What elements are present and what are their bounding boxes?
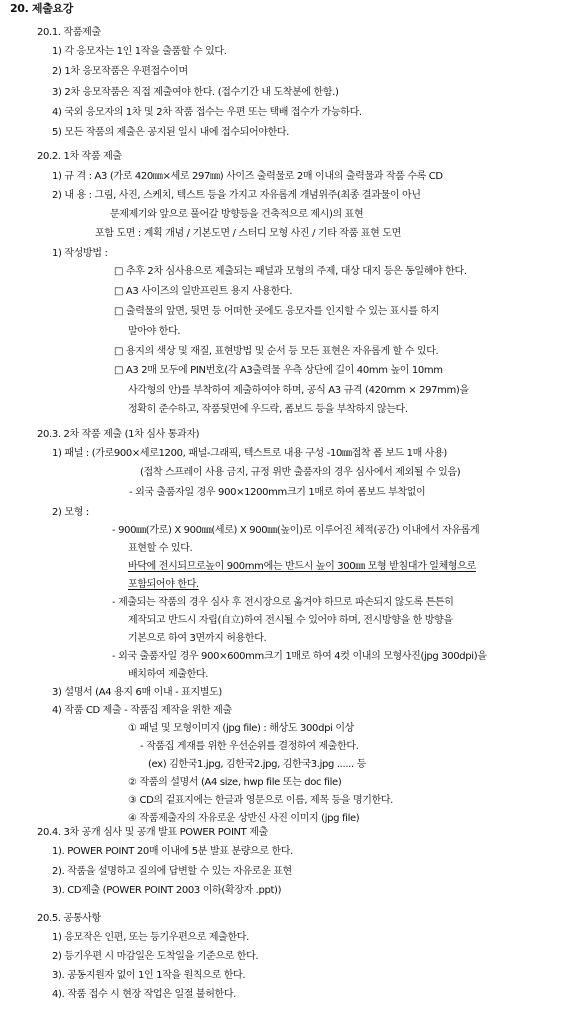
panel-line: (접착 스프레이 사용 금지, 규정 위반 출품자의 경우 심사에서 제외될 수 있음) (140, 467, 461, 478)
content-line: 문제제기와 앞으로 풀어갈 방향등을 건축적으로 제시)의 표현 (110, 209, 364, 220)
rule-item-continued: 정확히 준수하고, 작품뒷면에 우드락, 폼보드 등을 부착하지 않는다. (128, 404, 408, 415)
model-line: 기본으로 하여 3면까지 허용한다. (128, 633, 267, 644)
content-line: 2) 내 용 : 그림, 사진, 스케치, 텍스트 등을 가지고 자유롭게 개념위주(최종 결과물이 아닌 (52, 190, 421, 201)
cd-line: 4) 작품 CD 제출 - 작품집 제작을 위한 제출 (52, 705, 232, 716)
rule-item-continued: 말아야 한다. (128, 326, 181, 337)
content-line: 포함 도면 : 계획 개념 / 기본도면 / 스터디 모형 사진 / 기타 작품 표현 도면 (95, 228, 401, 239)
list-item: 3) 2차 응모작품은 직접 제출여야 한다. (접수기간 내 도착분에 한함.) (52, 87, 339, 98)
rule-item: □ 추후 2차 심사용으로 제출되는 패널과 모형의 주제, 대상 대지 등은 동일해야 한다. (114, 266, 467, 277)
description-line: 3) 설명서 (A4 용지 6매 이내 - 표지별도) (52, 687, 222, 698)
model-line: 표현할 수 있다. (128, 543, 193, 554)
list-item: 2). 작품을 설명하고 질의에 답변할 수 있는 자유로운 표현 (52, 866, 292, 877)
rule-item: □ A3 사이즈의 일반프린트 용지 사용한다. (114, 286, 293, 297)
cd-item: ① 패널 및 모형이미지 (jpg file) : 해상도 300dpi 이상 (128, 723, 354, 734)
model-heading: 2) 모형 : (52, 507, 89, 518)
list-item: 5) 모든 작품의 제출은 공지된 일시 내에 접수되어야한다. (52, 127, 290, 138)
section-heading-20-1: 20.1. 작품제출 (37, 27, 101, 38)
rule-item-continued: 사각형의 안)를 부착하여 제출하여야 하며, 공식 A3 규격 (420mm × 297mm)을 (128, 385, 469, 396)
list-item: 3). CD제출 (POWER POINT 2003 이하(확장자 .ppt)) (52, 885, 282, 896)
spec-line: 1) 규 격 : A3 (가로 420㎜×세로 297㎜) 사이즈 출력물로 2매 이내의 출력물과 작품 수록 CD (52, 171, 443, 182)
cd-item: - 작품집 게재를 위한 우선순위를 결정하여 제출한다. (140, 741, 359, 752)
rule-item: □ A3 2매 모두에 PIN번호(각 A3출력물 우측 상단에 길이 40mm 높이 10mm (114, 365, 443, 376)
list-item: 4). 작품 접수 시 현장 작업은 일절 불허한다. (52, 989, 236, 1000)
model-line: 배치하여 제출한다. (128, 669, 209, 680)
model-line-underlined: 포함되어야 한다. (128, 579, 199, 590)
panel-line: - 외국 출품자일 경우 900×1200mm크기 1매로 하여 폼보드 부착없이 (129, 487, 426, 498)
list-item: 2) 등기우편 시 마감일은 도착일을 기준으로 한다. (52, 951, 259, 962)
cd-item: ② 작품의 설명서 (A4 size, hwp file 또는 doc file) (128, 777, 342, 788)
method-line: 1) 작성방법 : (52, 248, 108, 259)
model-line: - 외국 출품자일 경우 900×600mm크기 1매로 하여 4컷 이내의 모형사진(jpg 300dpi)을 (112, 651, 487, 662)
panel-line: 1) 패널 : (가로900×세로1200, 패널-그래픽, 텍스트로 내용 구성 -10㎜접착 폼 보드 1매 사용) (52, 448, 447, 459)
list-item: 4) 국외 응모자의 1차 및 2차 작품 접수는 우편 또는 택배 접수가 가능하다. (52, 107, 362, 118)
document-title: 20. 제출요강 (10, 2, 74, 15)
model-line-underlined: 바닥에 전시되므로높이 900mm에는 반드시 높이 300㎜ 모형 받침대가 일체형으로 (128, 561, 476, 572)
section-heading-20-3: 20.3. 2차 작품 제출 (1차 심사 통과자) (37, 429, 200, 440)
rule-item: □ 출력물의 앞면, 뒷면 등 어떠한 곳에도 응모자를 인지할 수 있는 표시를 하지 (114, 306, 440, 317)
model-line: - 제출되는 작품의 경우 심사 후 전시장으로 옮겨야 하므로 파손되지 않도록 튼튼히 (112, 597, 454, 608)
list-item: 1). POWER POINT 20매 이내에 5분 발표 분량으로 한다. (52, 846, 293, 857)
rule-item: □ 용지의 색상 및 재질, 표현방법 및 순서 등 모든 표현은 자유롭게 할 수 있다. (114, 346, 439, 357)
model-line: - 900㎜(가로) X 900㎜(세로) X 900㎜(높이)로 이루어진 체적(공간) 이내에서 자유롭게 (112, 525, 480, 536)
section-heading-20-5: 20.5. 공통사항 (37, 913, 101, 924)
cd-item: ④ 작품제출자의 자유로운 상반신 사진 이미지 (jpg file) (128, 813, 360, 824)
cd-item: ③ CD의 겉표지에는 한글과 영문으로 이름, 제목 등을 명기한다. (128, 795, 394, 806)
model-line: 제작되고 반드시 자립(自立)하여 전시될 수 있어야 하며, 전시방향을 한 방향을 (128, 615, 453, 626)
section-heading-20-4: 20.4. 3차 공개 심사 및 공개 발표 POWER POINT 제출 (37, 827, 268, 838)
cd-item: (ex) 김한국1.jpg, 김한국2.jpg, 김한국3.jpg ...... 등 (148, 759, 366, 770)
list-item: 3). 공동지원자 없이 1인 1작을 원칙으로 한다. (52, 970, 246, 981)
list-item: 1) 응모작은 인편, 또는 등기우편으로 제출한다. (52, 932, 249, 943)
section-heading-20-2: 20.2. 1차 작품 제출 (37, 151, 122, 162)
list-item: 2) 1차 응모작품은 우편접수이며 (52, 66, 188, 77)
list-item: 1) 각 응모자는 1인 1작을 출품할 수 있다. (52, 46, 227, 57)
